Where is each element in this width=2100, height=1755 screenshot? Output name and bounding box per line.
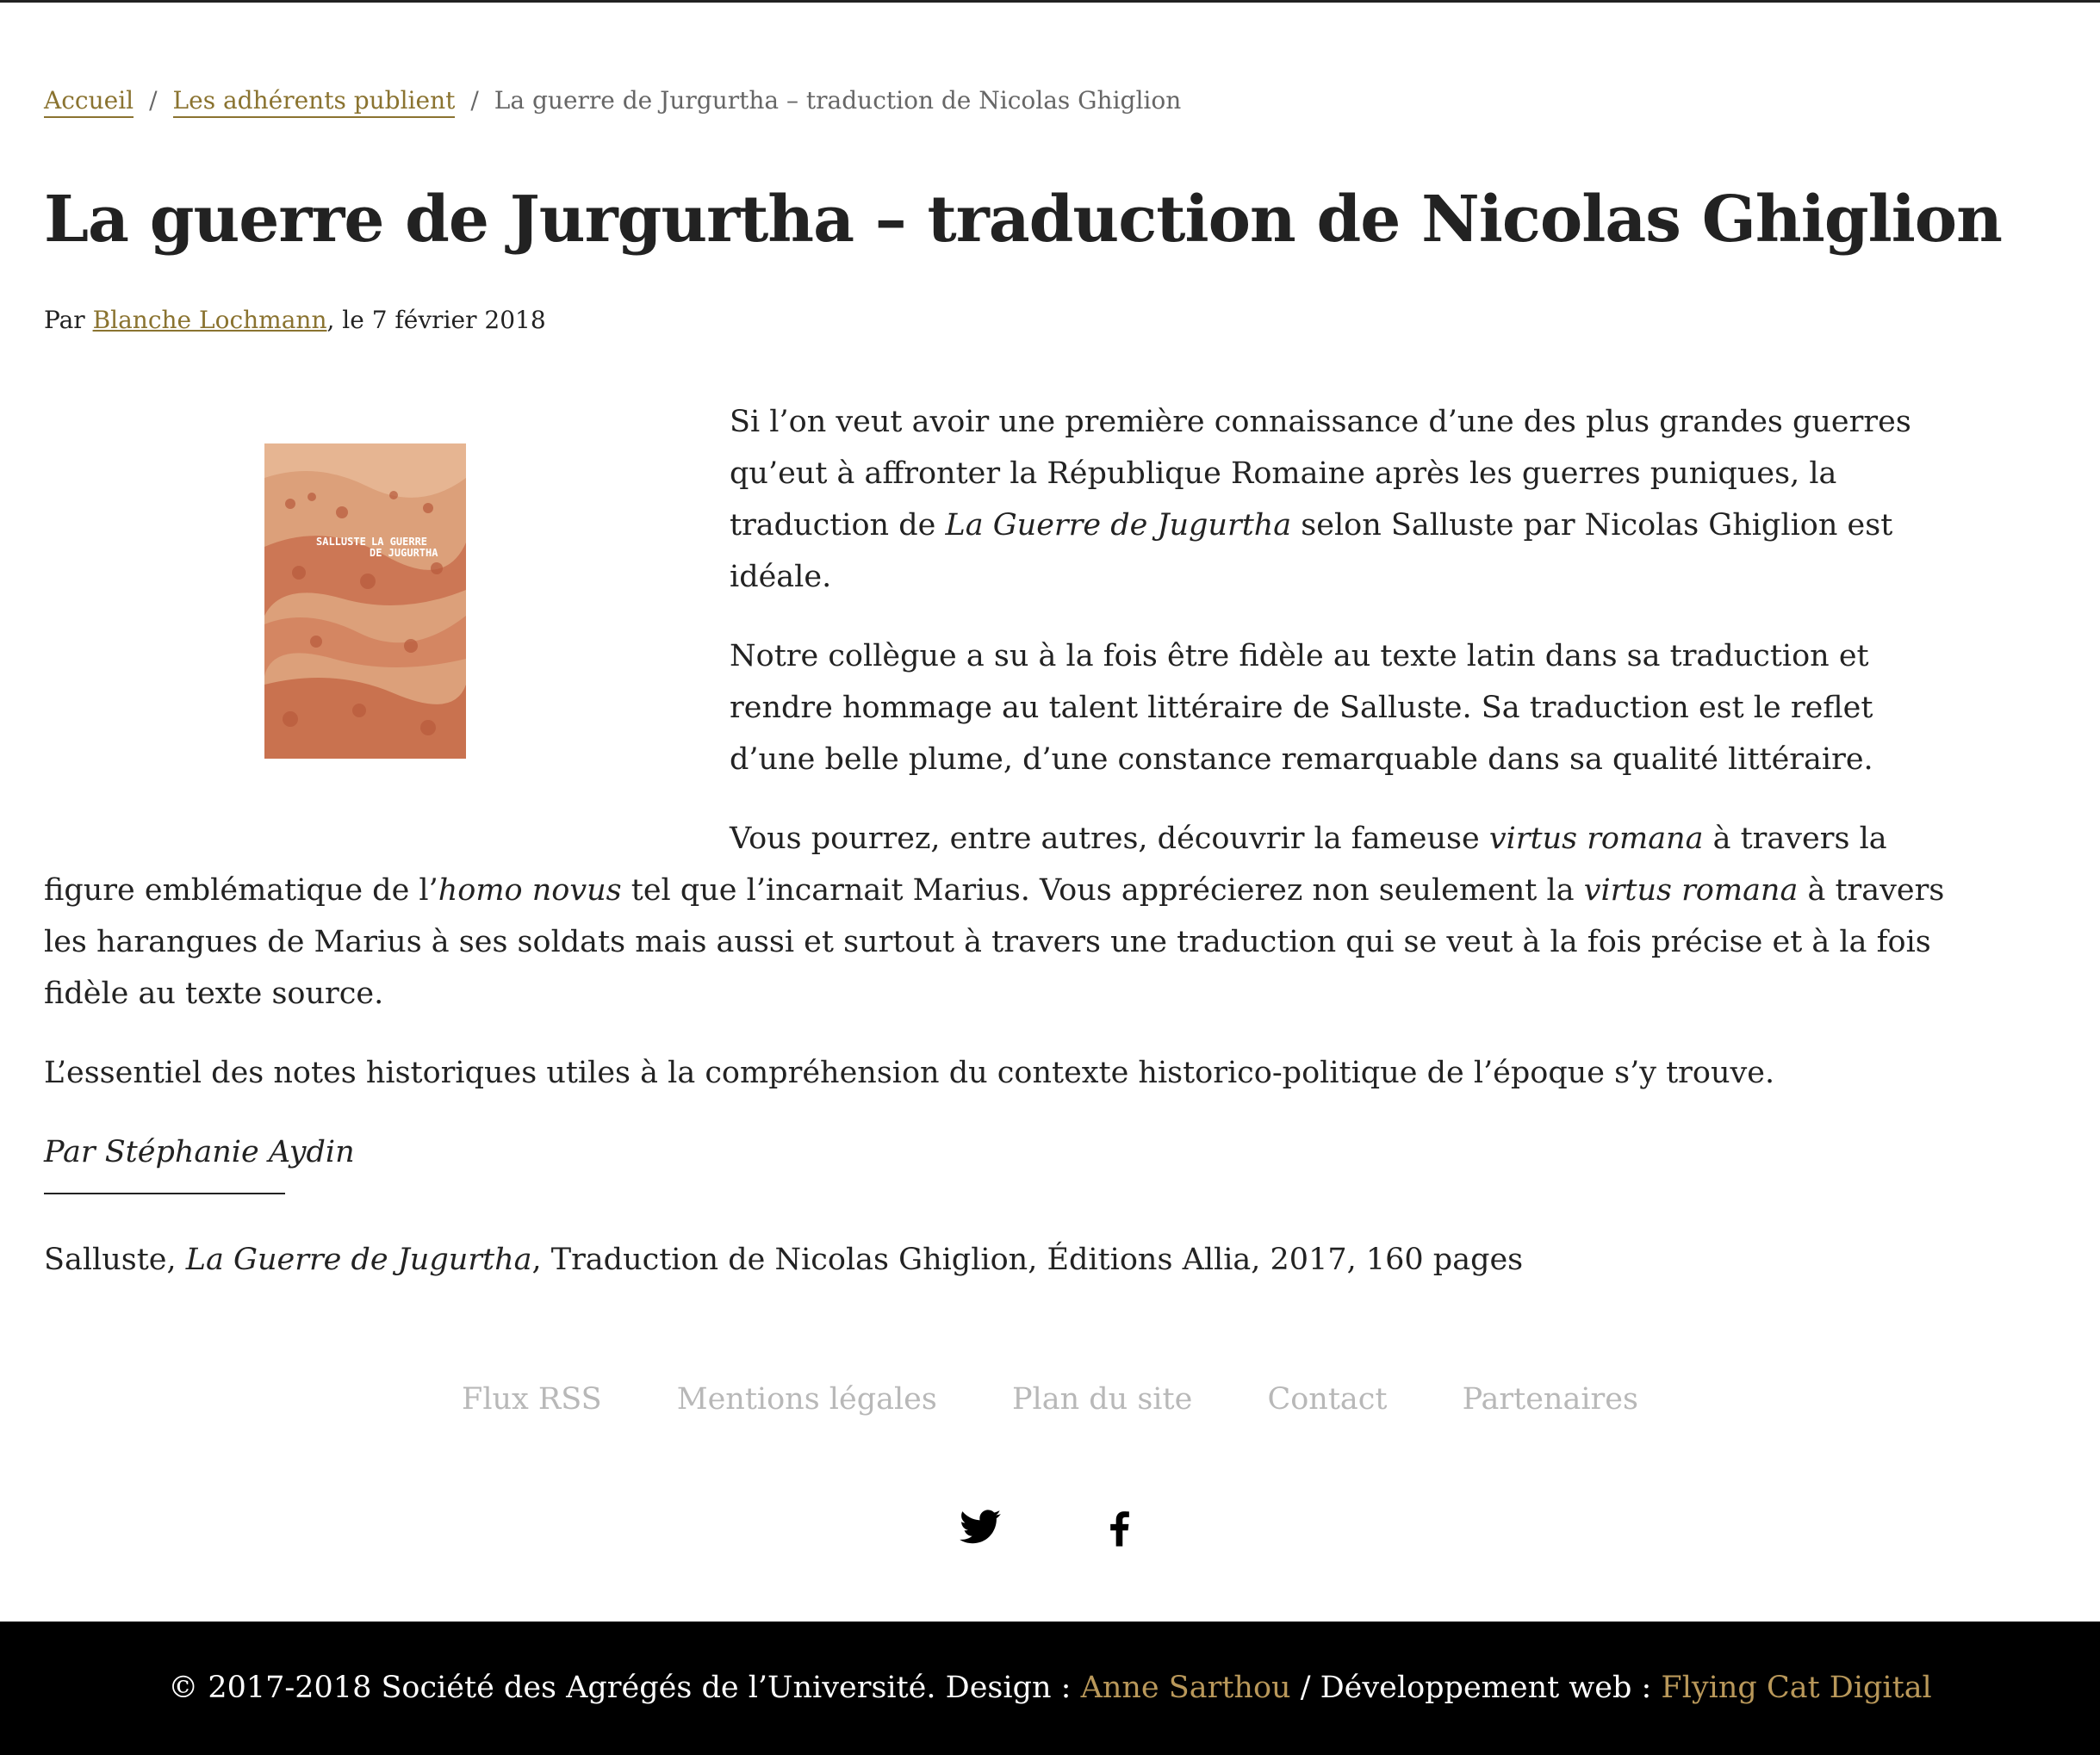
article-paragraph: Notre collègue a su à la fois être fidèle au texte latin dans sa traduction et rendre hommage au talent littéraire de Salluste. Sa traduction est le reflet d’une belle plume, d’une constance remarquable dans sa qualité littéraire. bbox=[730, 639, 1873, 777]
breadcrumb-section-link[interactable]: Les adhérents publient bbox=[173, 86, 456, 118]
footer-link-legal[interactable]: Mentions légales bbox=[676, 1382, 937, 1417]
paragraph-text: Si l’on veut avoir une première connaissance d’une des plus grandes guerres qu’eut à affronter la République Romaine après les guerres puniques, la traduction de bbox=[730, 405, 1911, 543]
latin-term-italic: homo novus bbox=[438, 873, 622, 908]
copyright-text: © 2017-2018 Société des Agrégés de l’Université. Design : bbox=[168, 1671, 1081, 1705]
article-signature: Par Stéphanie Aydin bbox=[44, 1135, 355, 1169]
social-links bbox=[0, 1505, 2100, 1560]
article-date: , le 7 février 2018 bbox=[326, 306, 546, 334]
article-paragraph: L’essentiel des notes historiques utiles à la compréhension du contexte historico-politique de l’époque s’y trouve. bbox=[44, 1056, 1775, 1090]
article-byline bbox=[44, 301, 546, 339]
breadcrumb-home-link[interactable]: Accueil bbox=[44, 86, 134, 118]
top-border bbox=[0, 0, 2100, 3]
breadcrumb-current: La guerre de Jurgurtha – traduction de Nicolas Ghiglion bbox=[494, 86, 1182, 115]
breadcrumb-separator: / bbox=[149, 86, 158, 115]
reference-text: , Traduction de Nicolas Ghiglion, Éditions Allia, 2017, 160 pages bbox=[531, 1243, 1524, 1277]
page-title: La guerre de Jurgurtha – traduction de Nicolas Ghiglion bbox=[44, 183, 2002, 257]
footer-link-rss[interactable]: Flux RSS bbox=[462, 1382, 602, 1417]
cover-title-line1: LA GUERRE bbox=[371, 536, 428, 548]
paragraph-text: selon Salluste par Nicolas Ghiglion est idéale. bbox=[730, 508, 1893, 594]
reference-text: Salluste, bbox=[44, 1243, 186, 1277]
book-reference bbox=[44, 1234, 1523, 1286]
breadcrumb bbox=[44, 81, 1181, 121]
footnote-divider bbox=[44, 1193, 285, 1194]
paragraph-text: à travers la figure emblématique de l’ bbox=[44, 822, 1887, 908]
book-title-italic: La Guerre de Jugurtha bbox=[945, 508, 1292, 543]
footer-link-partners[interactable]: Partenaires bbox=[1462, 1382, 1638, 1417]
breadcrumb-separator: / bbox=[470, 86, 479, 115]
cover-title-line2: DE JUGURTHA bbox=[370, 547, 438, 559]
latin-term-italic: virtus romana bbox=[1583, 873, 1799, 908]
paragraph-text: tel que l’incarnait Marius. Vous apprécierez non seulement la bbox=[621, 873, 1584, 908]
book-cover-image bbox=[264, 443, 466, 759]
paragraph-text: Vous pourrez, entre autres, découvrir la fameuse bbox=[730, 822, 1489, 856]
cover-author-text: SALLUSTE bbox=[316, 536, 366, 548]
designer-link[interactable]: Anne Sarthou bbox=[1080, 1671, 1291, 1705]
paragraph-text: à travers les harangues de Marius à ses soldats mais aussi et surtout à travers une traduction qui se veut à la fois précise et à la fois fidèle au texte source. bbox=[44, 873, 1945, 1011]
book-cover-illustration bbox=[264, 443, 466, 759]
footer-link-sitemap[interactable]: Plan du site bbox=[1012, 1382, 1193, 1417]
author-link[interactable]: Blanche Lochmann bbox=[92, 306, 327, 334]
footer-links bbox=[0, 1374, 2100, 1425]
dev-prefix: / Développement web : bbox=[1290, 1671, 1662, 1705]
copyright-bar bbox=[0, 1622, 2100, 1755]
byline-prefix: Par bbox=[44, 306, 93, 334]
twitter-icon[interactable] bbox=[958, 1505, 1003, 1550]
facebook-icon[interactable] bbox=[1097, 1505, 1142, 1550]
latin-term-italic: virtus romana bbox=[1488, 822, 1704, 856]
developer-link[interactable]: Flying Cat Digital bbox=[1661, 1671, 1932, 1705]
reference-title-italic: La Guerre de Jugurtha bbox=[185, 1243, 532, 1277]
footer-link-contact[interactable]: Contact bbox=[1267, 1382, 1388, 1417]
